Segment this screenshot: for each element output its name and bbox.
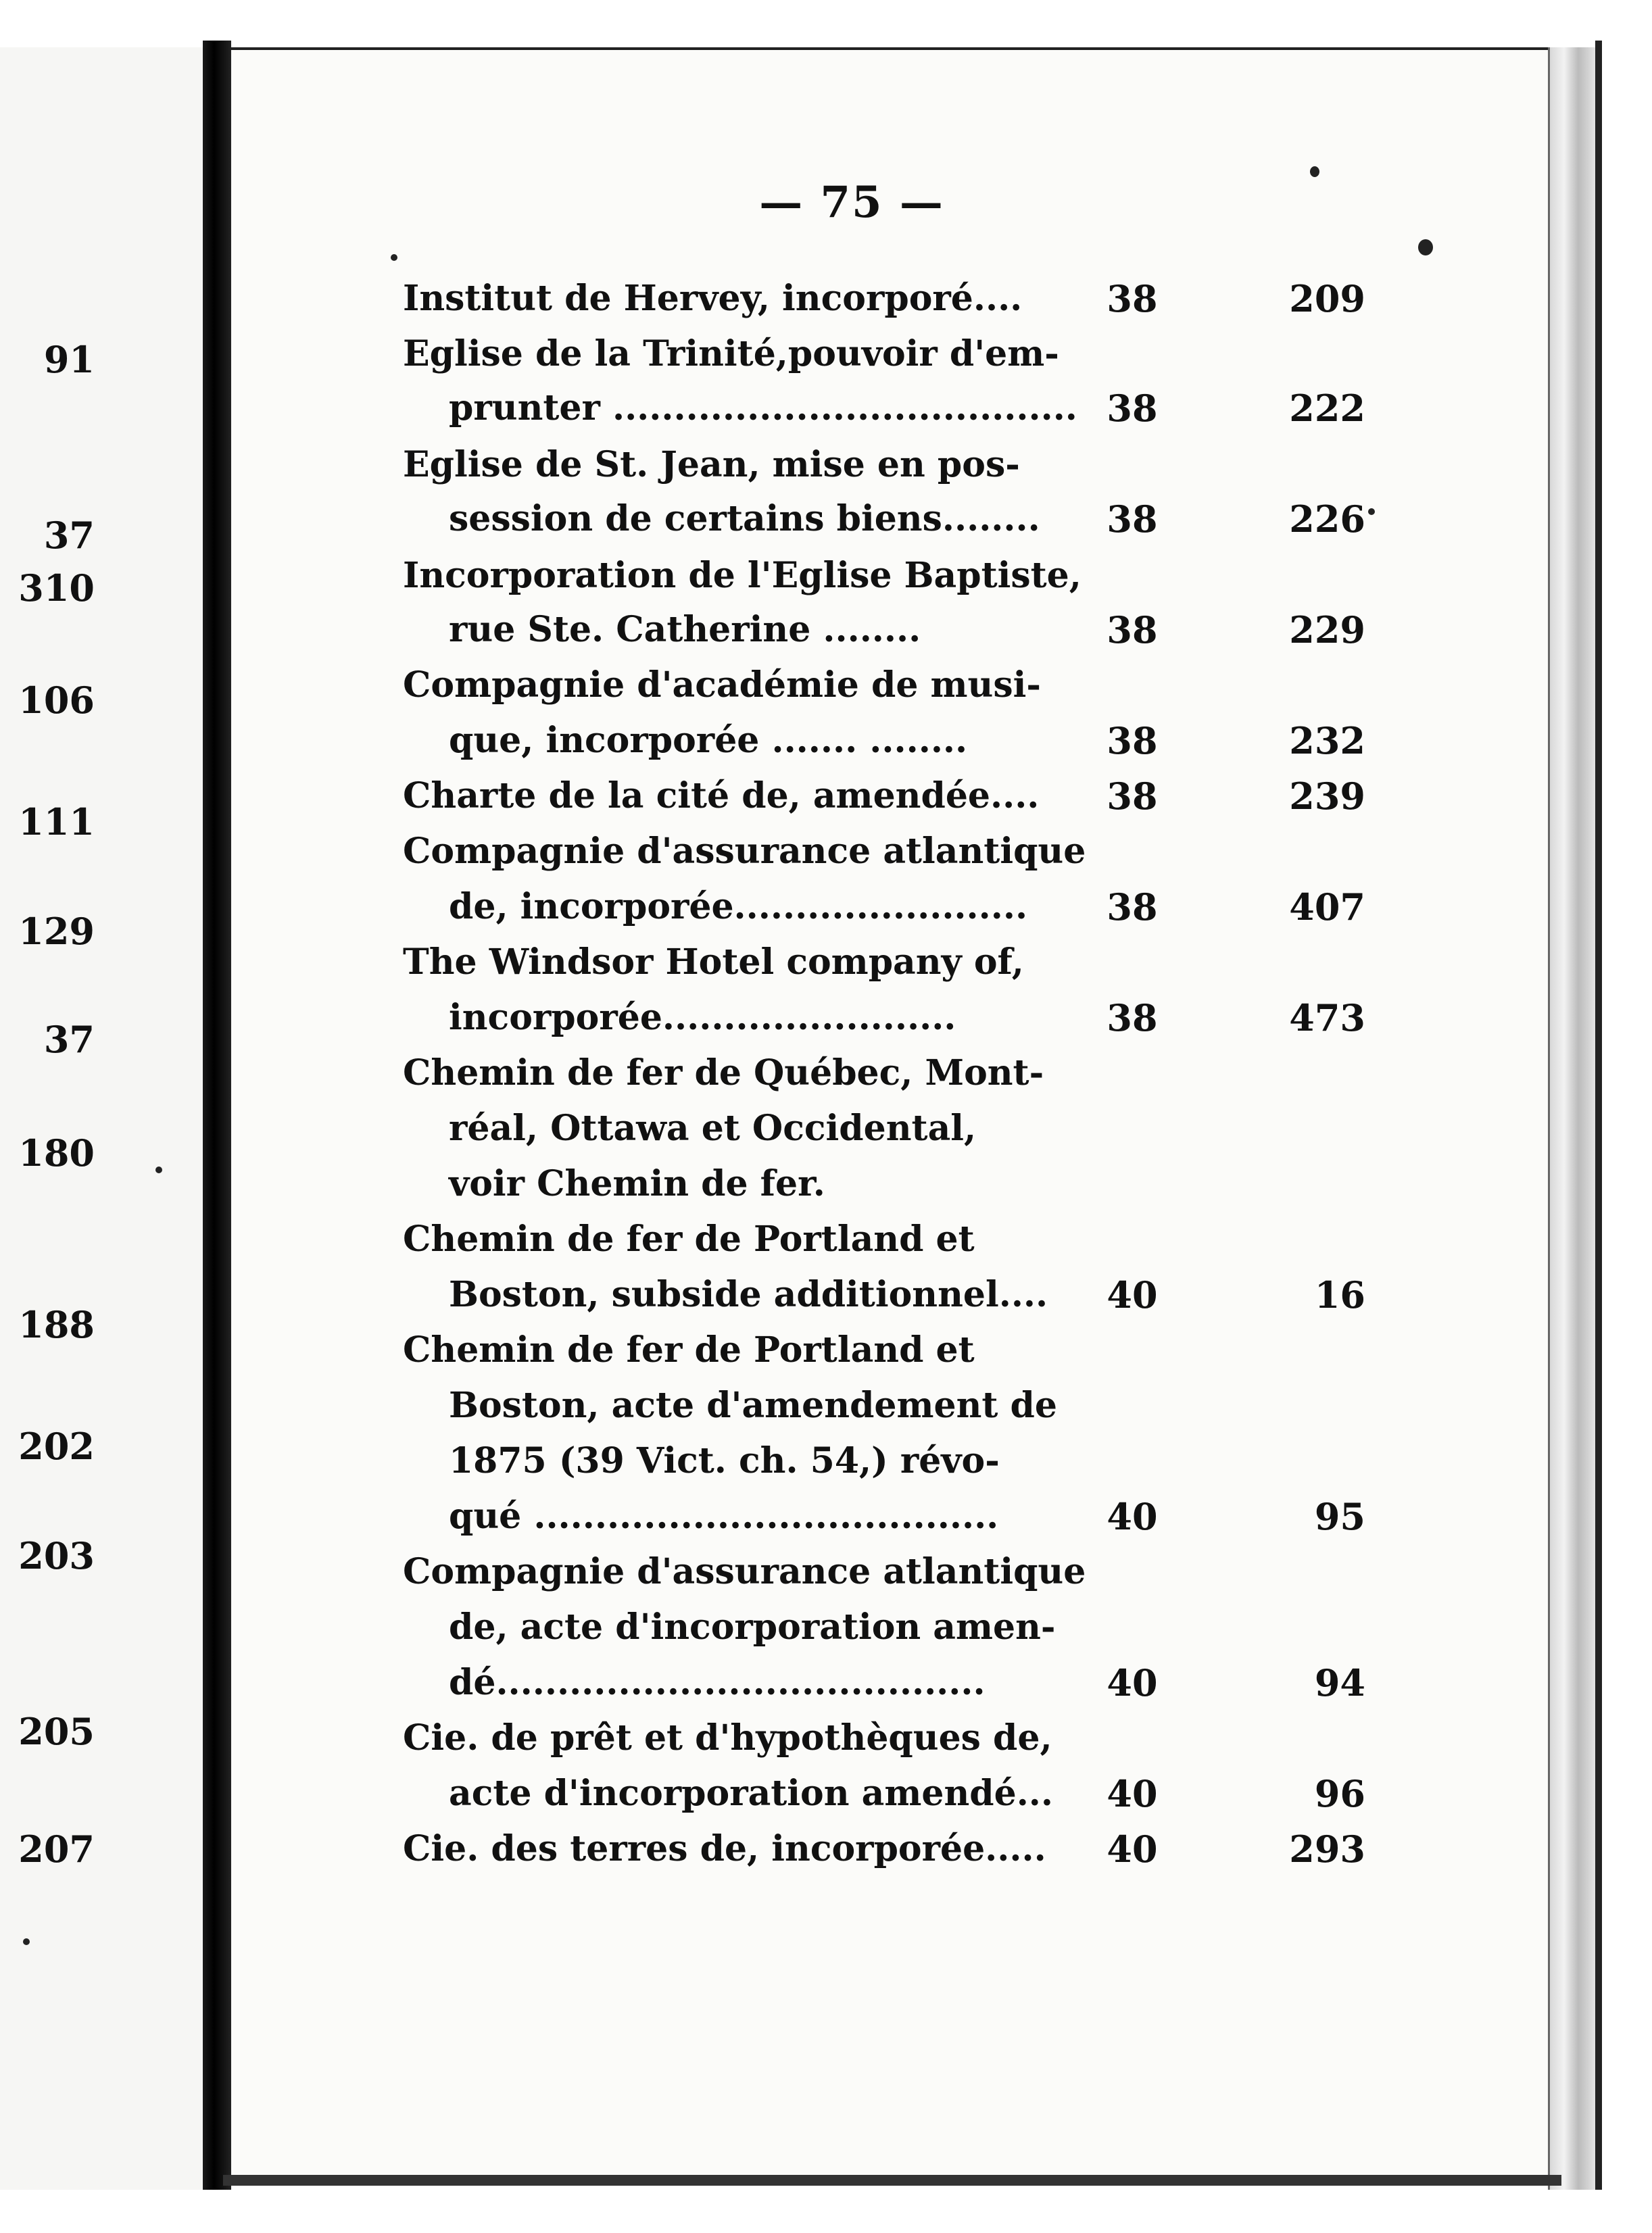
entry-volume: 40: [1107, 1273, 1158, 1317]
entry-title: Chemin de fer de Québec, Mont-: [403, 1052, 1044, 1094]
entry-page: 95: [1314, 1495, 1365, 1538]
entry-volume: 38: [1107, 885, 1158, 929]
entry-page: 232: [1289, 719, 1365, 762]
left-page-number: 37: [43, 514, 95, 557]
bleed-through-text: [118, 128, 199, 2156]
left-page-number: 202: [18, 1425, 95, 1468]
entry-volume: 38: [1107, 387, 1158, 430]
entry-title: Eglise de St. Jean, mise en pos-: [403, 444, 1020, 485]
entry-page: 209: [1289, 277, 1365, 320]
entry-title: Eglise de la Trinité,pouvoir d'em-: [403, 333, 1059, 374]
page-bottom-edge: [223, 2175, 1561, 2186]
entry-volume: 40: [1107, 1495, 1158, 1538]
left-page-number: 188: [18, 1303, 95, 1346]
entry-page: 96: [1314, 1772, 1365, 1815]
left-page-number: 111: [18, 800, 95, 843]
left-page-number: 207: [18, 1827, 95, 1871]
entry-title-continued: dé........................................: [449, 1662, 986, 1703]
entry-title-continued: réal, Ottawa et Occidental,: [449, 1108, 977, 1149]
scan-margin: [0, 2190, 1652, 2233]
left-page-number: 205: [18, 1710, 95, 1753]
entry-volume: 38: [1107, 608, 1158, 652]
entry-title-continued: incorporée........................: [449, 997, 956, 1038]
entry-page: 407: [1289, 885, 1365, 929]
entry-title-continued: rue Ste. Catherine ........: [449, 609, 921, 650]
entry-title: Cie. de prêt et d'hypothèques de,: [403, 1717, 1052, 1759]
entry-page: 239: [1289, 775, 1365, 818]
left-page-number: 91: [43, 338, 95, 381]
left-page-number: 310: [18, 566, 95, 610]
ink-speck: [23, 1938, 30, 1945]
entry-title: Cie. des terres de, incorporée.....: [403, 1828, 1046, 1869]
entry-volume: 38: [1107, 277, 1158, 320]
page-fore-edge-shadow: [1595, 41, 1602, 2217]
entry-page: 229: [1289, 608, 1365, 652]
left-page-number: 180: [18, 1131, 95, 1175]
entry-page: 226: [1289, 497, 1365, 541]
ink-speck: [391, 254, 397, 261]
entry-title-continued: Boston, subside additionnel....: [449, 1274, 1048, 1315]
entry-title-continued: 1875 (39 Vict. ch. 54,) révo-: [449, 1440, 1000, 1481]
left-page-number: 37: [43, 1018, 95, 1061]
entry-title: The Windsor Hotel company of,: [403, 941, 1024, 983]
entry-title: Compagnie d'assurance atlantique: [403, 831, 1086, 872]
ink-speck: [155, 1167, 162, 1173]
entry-volume: 40: [1107, 1827, 1158, 1871]
entry-volume: 40: [1107, 1772, 1158, 1815]
entry-title-continued: de, incorporée........................: [449, 886, 1028, 927]
entry-volume: 38: [1107, 996, 1158, 1039]
page-fore-edge: [1548, 47, 1597, 2203]
entry-title-continued: session de certains biens........: [449, 498, 1040, 539]
ink-speck: [1310, 166, 1319, 177]
entry-title: Chemin de fer de Portland et: [403, 1329, 975, 1371]
entry-title-continued: Boston, acte d'amendement de: [449, 1385, 1057, 1426]
entry-page: 16: [1314, 1273, 1365, 1317]
ink-speck: [1368, 508, 1375, 515]
entry-title: Charte de la cité de, amendée....: [403, 775, 1040, 816]
entry-page: 293: [1289, 1827, 1365, 1871]
left-page-number: 129: [18, 910, 95, 953]
book-gutter: [203, 41, 231, 2210]
entry-page: 222: [1289, 387, 1365, 430]
entry-volume: 40: [1107, 1661, 1158, 1704]
entry-title-continued: qué ......................................: [449, 1496, 999, 1537]
entry-title-continued: voir Chemin de fer.: [449, 1163, 825, 1204]
entry-title-continued: prunter ......................................: [449, 387, 1077, 428]
entry-page: 473: [1289, 996, 1365, 1039]
entry-title: Institut de Hervey, incorporé....: [403, 278, 1023, 319]
page-number: — 75 —: [759, 177, 944, 228]
entry-title: Compagnie d'assurance atlantique: [403, 1551, 1086, 1592]
entry-page: 94: [1314, 1661, 1365, 1704]
left-page-number: 203: [18, 1534, 95, 1577]
entry-title: Incorporation de l'Eglise Baptiste,: [403, 555, 1082, 596]
left-page-number: 106: [18, 679, 95, 722]
entry-volume: 38: [1107, 719, 1158, 762]
entry-title-continued: que, incorporée ....... ........: [449, 720, 968, 761]
ink-speck: [1418, 239, 1433, 255]
entry-title-continued: de, acte d'incorporation amen-: [449, 1606, 1056, 1648]
entry-volume: 38: [1107, 497, 1158, 541]
entry-title-continued: acte d'incorporation amendé...: [449, 1773, 1054, 1814]
entry-title: Chemin de fer de Portland et: [403, 1219, 975, 1260]
entry-title: Compagnie d'académie de musi-: [403, 664, 1041, 706]
entry-volume: 38: [1107, 775, 1158, 818]
